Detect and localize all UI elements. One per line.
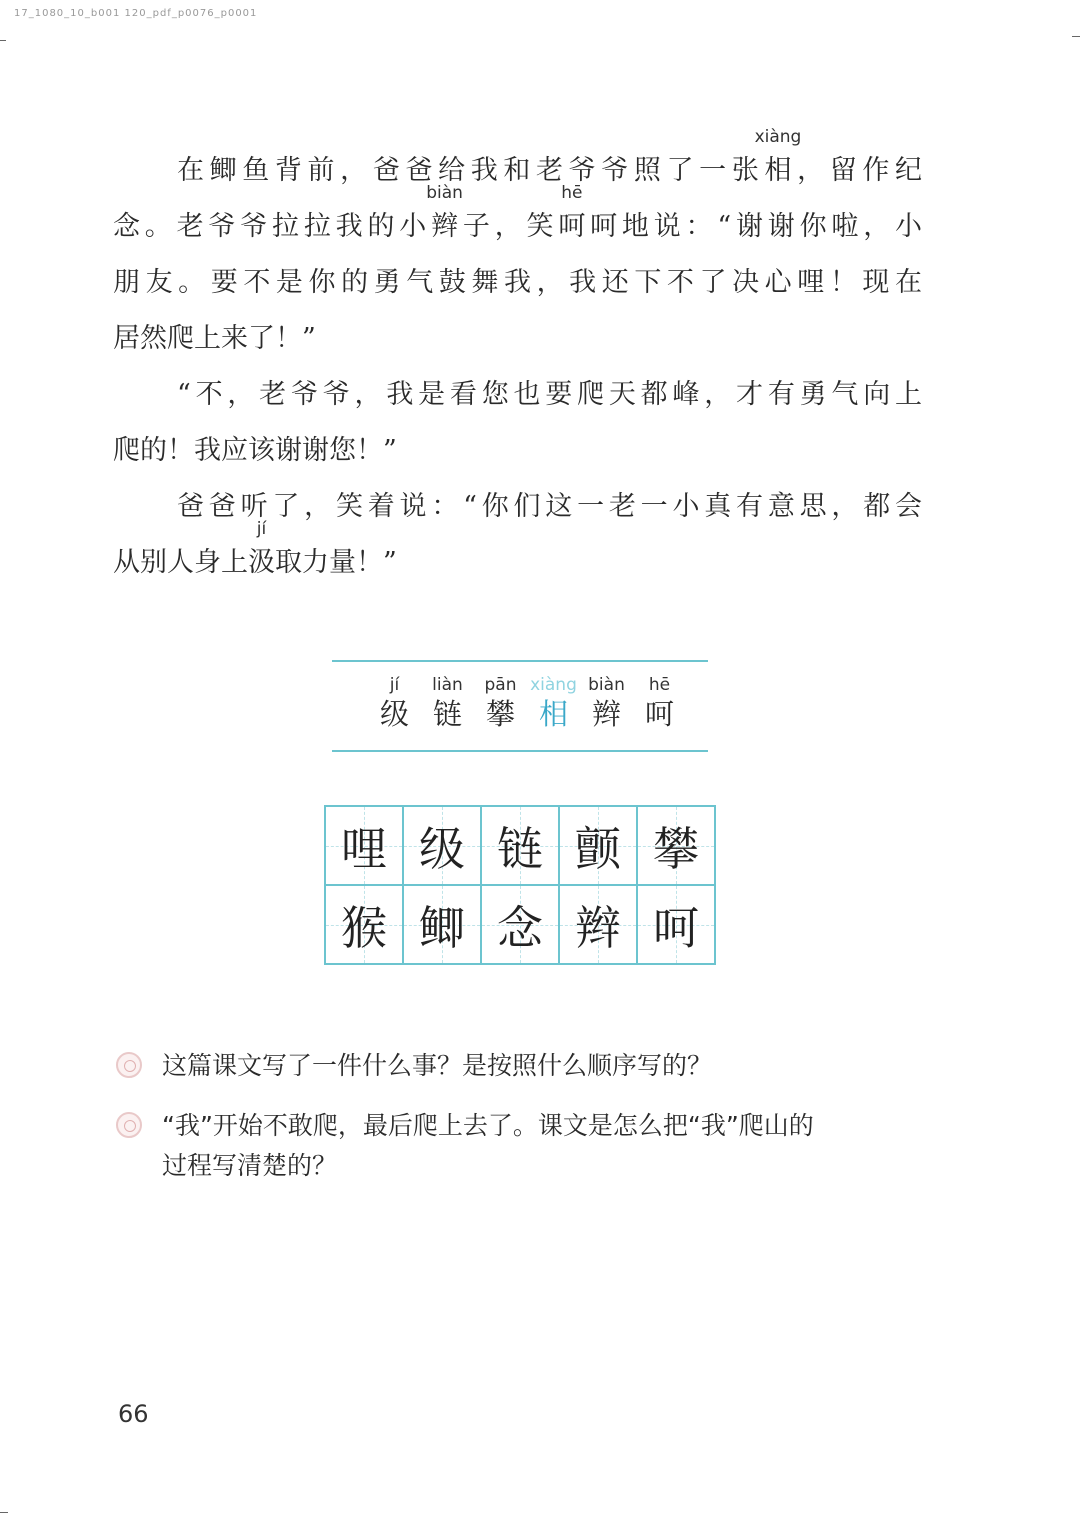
vocab-char: 辫 (591, 697, 621, 731)
corner-mark (0, 40, 6, 41)
pinyin: hē (561, 183, 583, 203)
vocab-char: 呵 (644, 697, 674, 731)
grid-char: 念 (497, 900, 543, 955)
text-line (113, 183, 922, 255)
text-segment: “不，老爷爷，我是看您也要爬天都峰，才有勇气向上 (177, 379, 922, 410)
grid-char: 级 (419, 821, 465, 876)
vocab-item (368, 674, 421, 732)
vocab-pinyin: hē (648, 675, 671, 695)
text-line (113, 311, 922, 367)
grid-cell (637, 806, 715, 885)
grid-cell (403, 885, 481, 964)
vocabulary-box (332, 660, 708, 752)
grid-cell (403, 806, 481, 885)
vocab-pinyin: pān (484, 675, 517, 695)
annotated-char (754, 127, 802, 199)
page-number: 66 (118, 1400, 149, 1428)
pinyin: xiàng (754, 127, 802, 147)
text-segment: 朋友。要不是你的勇气鼓舞我，我还下不了决心哩！现在 (113, 267, 922, 298)
vocab-pinyin: biàn (588, 675, 625, 695)
question-line: 过程写清楚的？ (162, 1151, 338, 1180)
grid-cell (637, 885, 715, 964)
question-2 (116, 1106, 926, 1202)
grid-cell (325, 806, 403, 885)
corner-mark (1072, 36, 1080, 37)
text-segment: 从别人身上 (113, 547, 248, 578)
vocab-item (527, 674, 580, 732)
text-segment: 取力量！” (275, 547, 397, 578)
char: 相 (764, 155, 792, 186)
vocab-char: 攀 (485, 697, 515, 731)
text-segment: 子，笑 (458, 211, 559, 242)
vocab-item (580, 674, 633, 732)
grid-cell (559, 806, 637, 885)
corner-mark (0, 1512, 8, 1513)
vocab-char: 链 (432, 697, 462, 731)
grid-cell (559, 885, 637, 964)
text-line (113, 367, 922, 423)
text-segment: ，留作纪 (791, 155, 923, 186)
vocab-char: 相 (538, 697, 568, 731)
char: 呵 (558, 211, 586, 242)
text-line (113, 519, 922, 591)
text-line (113, 255, 922, 311)
annotated-char (558, 183, 586, 255)
pinyin: biàn (426, 183, 463, 203)
char: 汲 (248, 547, 275, 578)
text-segment: 居然爬上来了！” (113, 323, 316, 354)
char: 辫 (431, 211, 459, 242)
grid-cell (481, 885, 559, 964)
vocab-pinyin: xiàng (530, 675, 577, 695)
text-segment: 呵地说：“谢谢你啦，小 (585, 211, 922, 242)
grid-cell (481, 806, 559, 885)
question-icon (116, 1052, 142, 1078)
annotated-char (248, 519, 275, 591)
grid-char: 哩 (341, 821, 387, 876)
vocab-item (421, 674, 474, 732)
question-icon (116, 1112, 142, 1138)
text-segment: 在鲫鱼背前，爸爸给我和老爷爷照了一张 (177, 155, 765, 186)
grid-char: 呵 (653, 900, 699, 955)
vocab-item (633, 674, 686, 732)
question-line: 这篇课文写了一件什么事？是按照什么顺序写的？ (162, 1051, 713, 1080)
vocab-char: 级 (379, 697, 409, 731)
writing-grid (324, 805, 716, 965)
scan-header: 17_1080_10_b001 120_pdf_p0076_p0001 (14, 8, 258, 19)
grid-char: 辫 (575, 900, 621, 955)
text-line (113, 423, 922, 479)
annotated-char (426, 183, 463, 255)
text-line (113, 127, 923, 203)
grid-char: 鲫 (419, 900, 465, 955)
grid-char: 颤 (575, 821, 621, 876)
grid-cell (325, 885, 403, 964)
vocab-pinyin: jí (389, 675, 400, 695)
lesson-text (113, 127, 923, 591)
pinyin: jí (256, 519, 267, 539)
grid-char: 猴 (341, 900, 387, 955)
question-line: “我”开始不敢爬，最后爬上去了。课文是怎么把“我”爬山的 (162, 1111, 814, 1140)
text-line (113, 479, 922, 539)
question-1 (116, 1046, 926, 1102)
grid-char: 链 (497, 821, 543, 876)
grid-char: 攀 (653, 821, 699, 876)
vocab-pinyin: liàn (432, 675, 463, 695)
text-segment: 爬的！我应该谢谢您！” (113, 435, 397, 466)
text-segment: 念。老爷爷拉拉我的小 (113, 211, 432, 242)
vocab-item (474, 674, 527, 732)
text-segment: 爸爸听了，笑着说：“你们这一老一小真有意思，都会 (177, 491, 922, 522)
